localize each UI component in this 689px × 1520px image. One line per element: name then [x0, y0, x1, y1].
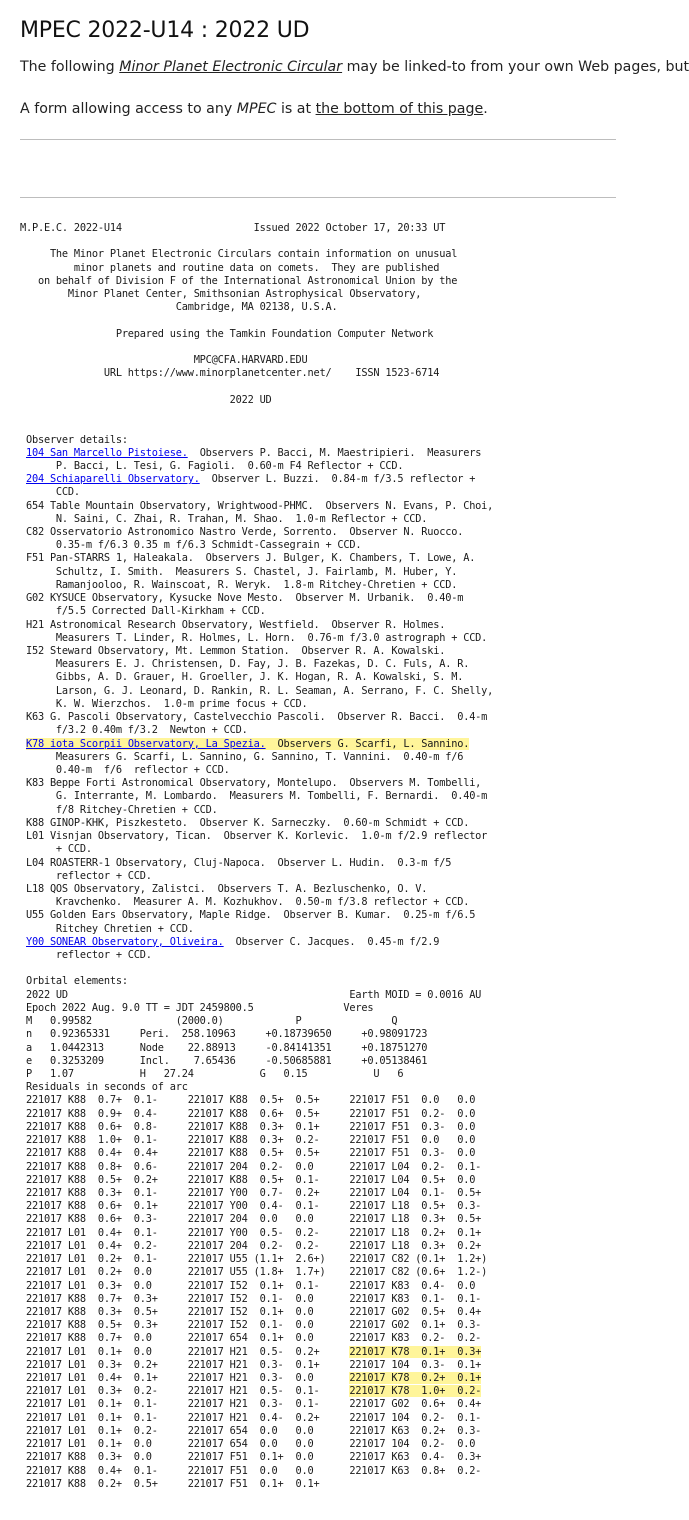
text-segment: f/3.2 0.40m f/3.2 Newton + CCD. [20, 724, 248, 737]
text-line [20, 394, 493, 407]
mpec-preformatted-text [20, 222, 493, 1491]
text-line [20, 1438, 493, 1451]
text-line [20, 1280, 493, 1293]
text-segment: Minor Planet Center, Smithsonian Astrophysical Observatory, [20, 288, 422, 301]
divider-top [20, 139, 616, 140]
text-segment: MPC@CFA.HARVARD.EDU [20, 354, 308, 367]
text-segment: L04 ROASTERR-1 Observatory, Cluj-Napoca. Observer L. Hudin. 0.3-m f/5 [20, 856, 452, 869]
text-segment: 221017 L01 0.4+ 0.1- 221017 Y00 0.5- 0.2- 221017 L18 0.2+ 0.1+ [20, 1226, 482, 1239]
text-line [20, 962, 493, 975]
text-line [20, 420, 493, 433]
text-segment: U55 Golden Ears Observatory, Maple Ridge. Observer B. Kumar. 0.25-m f/6.5 [20, 909, 476, 922]
text-line [20, 367, 493, 380]
text-line [20, 460, 493, 473]
text-line [20, 1094, 493, 1107]
text-line [20, 1266, 493, 1279]
text-segment: Ramanjooloo, R. Wainscoat, R. Weryk. 1.8-m Ritchey-Chretien + CCD. [20, 578, 458, 591]
text-segment: 221017 K88 0.5+ 0.2+ 221017 K88 0.5+ 0.1- 221017 L04 0.5+ 0.0 [20, 1173, 476, 1186]
text-segment: 221017 K88 0.2+ 0.5+ 221017 F51 0.1+ 0.1+ [20, 1477, 320, 1490]
text-segment: 221017 L01 0.1+ 0.2- 221017 654 0.0 0.0 221017 K63 0.2+ 0.3- [20, 1424, 482, 1437]
text-line [20, 883, 493, 896]
text-segment: 0.40-m f/6 reflector + CCD. [20, 763, 230, 776]
text-line [20, 936, 493, 949]
text-line [20, 804, 493, 817]
text-line [20, 857, 493, 870]
text-line [20, 1319, 493, 1332]
text-segment: K88 GINOP-KHK, Piszkesteto. Observer K. Sarneczky. 0.60-m Schmidt + CCD. [20, 816, 470, 829]
text-segment: 221017 K88 0.3+ 0.0 221017 F51 0.1+ 0.0 221017 K63 0.4- 0.3+ [20, 1451, 482, 1464]
text-line [20, 328, 493, 341]
text-line [20, 1385, 493, 1398]
text-line [20, 1200, 493, 1213]
text-segment: Measurers T. Linder, R. Holmes, L. Horn. 0.76-m f/3.0 astrograph + CCD. [20, 631, 488, 644]
text-line [20, 1042, 493, 1055]
highlighted-text: 221017 K78 0.1+ 0.3+ [349, 1345, 482, 1358]
intro-text-before: The following [20, 59, 120, 75]
text-line [20, 751, 493, 764]
mpec-em: MPEC [236, 101, 277, 117]
text-line [20, 658, 493, 671]
text-line [20, 1306, 493, 1319]
text-line [20, 685, 493, 698]
text-segment: reflector + CCD. [20, 949, 152, 962]
text-segment: K83 Beppe Forti Astronomical Observatory, Montelupo. Observers M. Tombelli, [20, 777, 482, 790]
text-segment: 221017 L01 0.1+ 0.1- 221017 H21 0.3- 0.1- 221017 G02 0.6+ 0.4+ [20, 1398, 482, 1411]
text-line [20, 1121, 493, 1134]
observatory-link[interactable]: Y00 SONEAR Observatory, Oliveira. [26, 935, 224, 948]
text-segment: on behalf of Division F of the International Astronomical Union by the [20, 274, 458, 287]
form-text-after: . [483, 101, 488, 117]
page-title: MPEC 2022-U14 : 2022 UD [20, 18, 310, 43]
text-line [20, 222, 493, 235]
text-line [20, 1055, 493, 1068]
text-line [20, 1213, 493, 1226]
text-line [20, 1134, 493, 1147]
text-segment: 221017 K88 0.7+ 0.3+ 221017 I52 0.1- 0.0 221017 K83 0.1- 0.1- [20, 1292, 482, 1305]
text-segment: Observer L. Buzzi. 0.84-m f/3.5 reflector + [199, 473, 476, 486]
text-line [20, 235, 493, 248]
text-line [20, 1240, 493, 1253]
text-line [20, 539, 493, 552]
text-segment: P 1.07 H 27.24 G 0.15 U 6 [20, 1068, 404, 1080]
highlighted-text: Observers G. Scarfi, L. Sannino. [265, 737, 470, 750]
text-line [20, 1412, 493, 1425]
text-line [20, 381, 493, 394]
text-line [20, 248, 493, 261]
text-segment: K. W. Wierzchos. 1.0-m prime focus + CCD. [20, 697, 308, 710]
text-segment: f/8 Ritchey-Chretien + CCD. [20, 803, 218, 816]
text-line [20, 724, 493, 737]
text-line [20, 738, 493, 751]
text-segment: Epoch 2022 Aug. 9.0 TT = JDT 2459800.5 Veres [20, 1001, 374, 1014]
text-segment: minor planets and routine data on comets. They are published [20, 261, 440, 274]
text-segment: Measurers E. J. Christensen, D. Fay, J. B. Fazekas, D. C. Fuls, A. R. [20, 658, 470, 671]
text-segment: Orbital elements: [20, 975, 128, 988]
text-segment: C82 Osservatorio Astronomico Nastro Verde, Sorrento. Observer N. Ruocco. [20, 526, 464, 539]
text-segment: 2022 UD Earth MOID = 0.0016 AU [20, 988, 482, 1001]
observatory-link[interactable]: 104 San Marcello Pistoiese. [26, 446, 188, 459]
text-line [20, 923, 493, 936]
text-segment: The Minor Planet Electronic Circulars contain information on unusual [20, 248, 458, 261]
text-line [20, 1465, 493, 1478]
text-line [20, 579, 493, 592]
text-line [20, 301, 493, 314]
intro-paragraph [20, 59, 689, 75]
text-line [20, 698, 493, 711]
text-segment: M 0.99582 (2000.0) P Q [20, 1015, 398, 1028]
text-line [20, 434, 493, 447]
text-segment: 221017 K88 0.4+ 0.4+ 221017 K88 0.5+ 0.5+ 221017 F51 0.3- 0.0 [20, 1147, 476, 1160]
text-line [20, 354, 493, 367]
text-line [20, 1161, 493, 1174]
text-segment: Gibbs, A. D. Grauer, H. Groeller, J. K. Hogan, R. A. Kowalski, S. M. [20, 671, 464, 684]
text-line [20, 1398, 493, 1411]
text-line [20, 513, 493, 526]
text-segment: n 0.92365331 Peri. 258.10963 +0.18739650 +0.98091723 [20, 1028, 428, 1041]
mpec-link[interactable]: Minor Planet Electronic Circular [119, 59, 343, 75]
text-line [20, 1068, 493, 1081]
text-line [20, 777, 493, 790]
text-segment: Cambridge, MA 02138, U.S.A. [20, 301, 338, 314]
text-segment: URL https://www.minorplanetcenter.net/ ISSN 1523-6714 [20, 367, 440, 380]
text-segment: 221017 K88 0.6+ 0.8- 221017 K88 0.3+ 0.1+ 221017 F51 0.3- 0.0 [20, 1120, 476, 1133]
text-segment: 221017 K88 0.9+ 0.4- 221017 K88 0.6+ 0.5+ 221017 F51 0.2- 0.0 [20, 1107, 476, 1120]
text-line [20, 764, 493, 777]
text-segment: 221017 K88 0.4+ 0.1- 221017 F51 0.0 0.0 221017 K63 0.8+ 0.2- [20, 1464, 482, 1477]
text-line [20, 486, 493, 499]
text-segment: e 0.3253209 Incl. 7.65436 -0.50685881 +0.05138461 [20, 1054, 428, 1067]
text-line [20, 989, 493, 1002]
text-line [20, 1187, 493, 1200]
text-segment: Observers P. Bacci, M. Maestripieri. Measurers [187, 446, 482, 459]
text-line [20, 843, 493, 856]
form-text-middle: is at [276, 101, 316, 117]
text-line [20, 909, 493, 922]
text-segment: 2022 UD [20, 393, 272, 406]
text-line [20, 1332, 493, 1345]
text-segment: 221017 L01 0.4+ 0.1+ 221017 H21 0.3- 0.0 [20, 1372, 350, 1385]
text-segment: G. Interrante, M. Lombardo. Measurers M. Tombelli, F. Bernardi. 0.40-m [20, 790, 488, 803]
text-segment: 221017 K88 0.5+ 0.3+ 221017 I52 0.1- 0.0 221017 G02 0.1+ 0.3- [20, 1319, 482, 1332]
text-segment: K63 G. Pascoli Observatory, Castelvecchio Pascoli. Observer R. Bacci. 0.4-m [20, 711, 488, 724]
text-segment: 221017 K88 0.7+ 0.0 221017 654 0.1+ 0.0 221017 K83 0.2- 0.2- [20, 1332, 482, 1345]
text-line [20, 1346, 493, 1359]
text-line [20, 341, 493, 354]
text-line [20, 473, 493, 486]
text-line [20, 605, 493, 618]
text-line [20, 830, 493, 843]
text-line [20, 1478, 493, 1491]
text-line [20, 949, 493, 962]
text-line [20, 1002, 493, 1015]
text-line [20, 1081, 493, 1094]
text-segment: Larson, G. J. Leonard, D. Rankin, R. L. Seaman, A. Serrano, F. C. Shelly, [20, 684, 494, 697]
text-line [20, 671, 493, 684]
text-segment: Residuals in seconds of arc [20, 1081, 188, 1094]
intro-text-after: may be linked-to from your own Web pages, but [342, 59, 689, 75]
form-paragraph [20, 101, 488, 117]
text-line [20, 1372, 493, 1385]
text-line [20, 592, 493, 605]
text-line [20, 1425, 493, 1438]
text-line [20, 896, 493, 909]
text-segment: f/5.5 Corrected Dall-Kirkham + CCD. [20, 605, 266, 618]
text-line [20, 315, 493, 328]
text-segment: 221017 L01 0.1+ 0.1- 221017 H21 0.4- 0.2+ 221017 104 0.2- 0.1- [20, 1411, 482, 1424]
text-line [20, 790, 493, 803]
text-line [20, 1451, 493, 1464]
bottom-of-page-link[interactable]: the bottom of this page [315, 101, 484, 117]
text-segment: + CCD. [20, 843, 92, 856]
text-segment: Kravchenko. Measurer A. M. Kozhukhov. 0.50-m f/3.8 reflector + CCD. [20, 896, 470, 909]
text-segment: L01 Visnjan Observatory, Tican. Observer K. Korlevic. 1.0-m f/2.9 reflector [20, 830, 488, 843]
text-segment: 221017 L01 0.4+ 0.2- 221017 204 0.2- 0.2- 221017 L18 0.3+ 0.2+ [20, 1239, 482, 1252]
text-segment: 221017 L01 0.1+ 0.0 221017 H21 0.5- 0.2+ [20, 1345, 350, 1358]
text-line [20, 817, 493, 830]
text-line [20, 1293, 493, 1306]
text-line [20, 619, 493, 632]
text-segment: 0.35-m f/6.3 0.35 m f/6.3 Schmidt-Cassegrain + CCD. [20, 539, 362, 552]
text-segment: N. Saini, C. Zhai, R. Trahan, M. Shao. 1.0-m Reflector + CCD. [20, 512, 428, 525]
text-line [20, 645, 493, 658]
highlighted-text: 221017 K78 1.0+ 0.2- [349, 1385, 482, 1398]
text-segment: 221017 K88 0.3+ 0.5+ 221017 I52 0.1+ 0.0 221017 G02 0.5+ 0.4+ [20, 1305, 482, 1318]
text-line [20, 711, 493, 724]
text-segment: 221017 K88 0.6+ 0.1+ 221017 Y00 0.4- 0.1- 221017 L18 0.5+ 0.3- [20, 1200, 482, 1213]
text-segment: 221017 L01 0.1+ 0.0 221017 654 0.0 0.0 221017 104 0.2- 0.0 [20, 1438, 476, 1451]
text-segment: 221017 K88 1.0+ 0.1- 221017 K88 0.3+ 0.2- 221017 F51 0.0 0.0 [20, 1134, 476, 1147]
text-segment: 221017 K88 0.6+ 0.3- 221017 204 0.0 0.0 221017 L18 0.3+ 0.5+ [20, 1213, 482, 1226]
text-line [20, 552, 493, 565]
text-segment: H21 Astronomical Research Observatory, Westfield. Observer R. Holmes. [20, 618, 446, 631]
text-line [20, 500, 493, 513]
text-segment: Prepared using the Tamkin Foundation Computer Network [20, 327, 434, 340]
text-line [20, 1227, 493, 1240]
text-segment: F51 Pan-STARRS 1, Haleakala. Observers J. Bulger, K. Chambers, T. Lowe, A. [20, 552, 476, 565]
observatory-link[interactable]: 204 Schiaparelli Observatory. [26, 473, 200, 486]
text-segment: a 1.0442313 Node 22.88913 -0.84141351 +0.18751270 [20, 1041, 428, 1054]
text-segment: Ritchey Chretien + CCD. [20, 922, 194, 935]
text-line [20, 1253, 493, 1266]
text-line [20, 1359, 493, 1372]
text-segment: 221017 L01 0.3+ 0.2+ 221017 H21 0.3- 0.1+ 221017 104 0.3- 0.1+ [20, 1358, 482, 1371]
text-line [20, 1015, 493, 1028]
text-line [20, 262, 493, 275]
text-segment: 221017 L01 0.3+ 0.2- 221017 H21 0.5- 0.1- [20, 1385, 350, 1398]
text-segment: P. Bacci, L. Tesi, G. Fagioli. 0.60-m F4 Reflector + CCD. [20, 459, 404, 472]
text-line [20, 1028, 493, 1041]
text-segment: Observer C. Jacques. 0.45-m f/2.9 [223, 935, 440, 948]
text-line [20, 447, 493, 460]
text-segment: 221017 L01 0.2+ 0.1- 221017 U55 (1.1+ 2.6+) 221017 C82 (0.1+ 1.2+) [20, 1253, 488, 1266]
text-segment: 654 Table Mountain Observatory, Wrightwood-PHMC. Observers N. Evans, P. Choi, [20, 499, 494, 512]
text-line [20, 1174, 493, 1187]
text-segment: Observer details: [20, 433, 128, 446]
observatory-link[interactable]: K78 iota Scorpii Observatory, La Spezia. [26, 737, 266, 750]
text-segment: Measurers G. Scarfi, L. Sannino, G. Sannino, T. Vannini. 0.40-m f/6 [20, 750, 464, 763]
text-line [20, 566, 493, 579]
text-segment: G02 KYSUCE Observatory, Kysucke Nove Mesto. Observer M. Urbanik. 0.40-m [20, 592, 464, 605]
text-segment: I52 Steward Observatory, Mt. Lemmon Station. Observer R. A. Kowalski. [20, 645, 446, 657]
form-text-before: A form allowing access to any [20, 101, 237, 117]
highlighted-text: 221017 K78 0.2+ 0.1+ [349, 1372, 482, 1385]
text-segment: reflector + CCD. [20, 869, 152, 882]
text-line [20, 407, 493, 420]
text-line [20, 975, 493, 988]
text-segment: L18 QOS Observatory, Zalistci. Observers T. A. Bezluschenko, O. V. [20, 882, 428, 895]
text-line [20, 275, 493, 288]
text-segment: 221017 L01 0.2+ 0.0 221017 U55 (1.8+ 1.7+) 221017 C82 (0.6+ 1.2-) [20, 1266, 488, 1279]
text-segment: Schultz, I. Smith. Measurers S. Chastel, J. Fairlamb, M. Huber, Y. [20, 565, 458, 578]
text-segment: M.P.E.C. 2022-U14 Issued 2022 October 17, 20:33 UT [20, 222, 446, 234]
text-line [20, 288, 493, 301]
text-line [20, 1108, 493, 1121]
text-segment: 221017 K88 0.7+ 0.1- 221017 K88 0.5+ 0.5+ 221017 F51 0.0 0.0 [20, 1094, 476, 1107]
text-line [20, 526, 493, 539]
text-segment: CCD. [20, 486, 80, 499]
text-line [20, 632, 493, 645]
divider-bottom [20, 197, 616, 198]
text-segment: 221017 K88 0.3+ 0.1- 221017 Y00 0.7- 0.2+ 221017 L04 0.1- 0.5+ [20, 1186, 482, 1199]
text-line [20, 1147, 493, 1160]
text-line [20, 870, 493, 883]
text-segment: 221017 L01 0.3+ 0.0 221017 I52 0.1+ 0.1- 221017 K83 0.4- 0.0 [20, 1279, 476, 1292]
text-segment: 221017 K88 0.8+ 0.6- 221017 204 0.2- 0.0 221017 L04 0.2- 0.1- [20, 1160, 482, 1173]
